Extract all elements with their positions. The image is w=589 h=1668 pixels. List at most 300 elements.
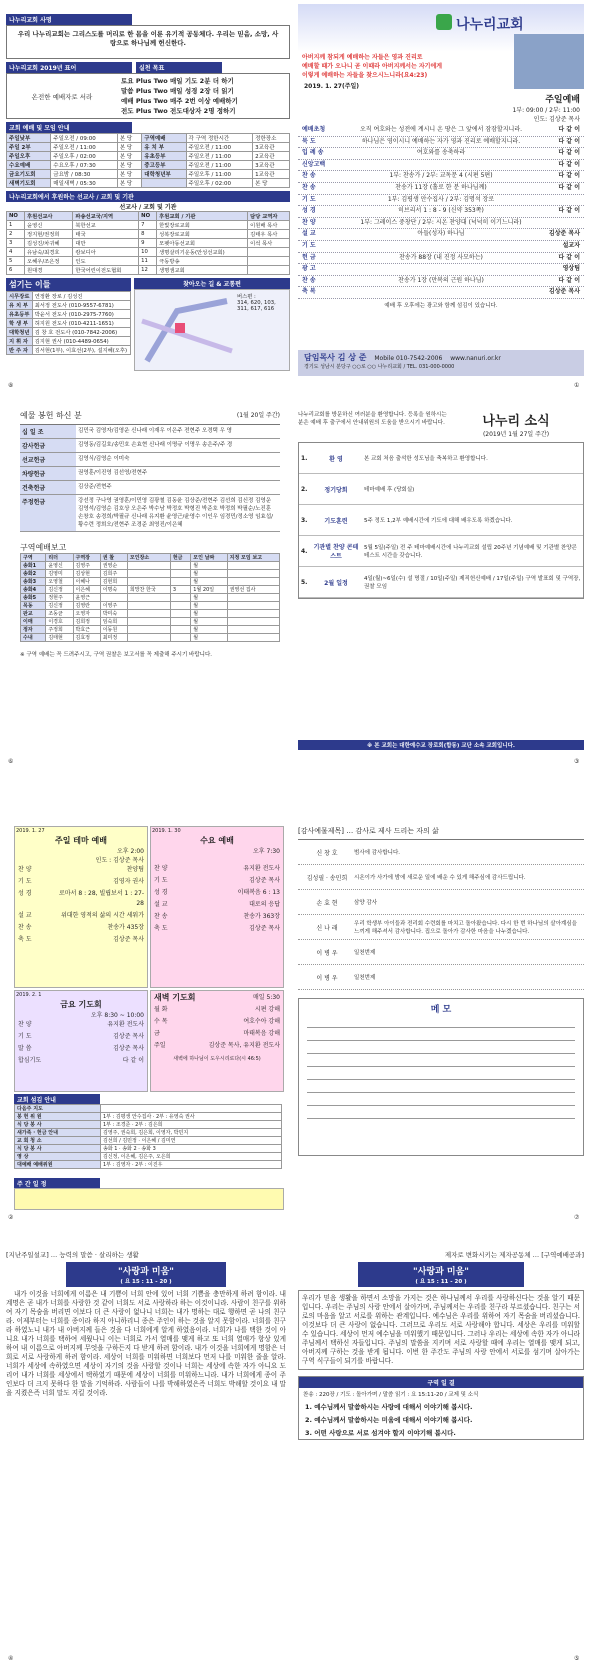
news-footer: ※ 본 교회는 대한예수교 장로회(합동) 교단 소속 교회입니다. — [298, 740, 584, 750]
order-item — [298, 183, 584, 195]
table-row — [7, 266, 290, 275]
news-number: 3. — [301, 516, 308, 524]
order-content: 아들(성자) 하나님 — [417, 230, 465, 238]
page-thanks — [298, 826, 584, 1206]
service-value: 김상준 목사 — [113, 1045, 144, 1052]
thanks-row — [298, 865, 584, 890]
thanks-name: 신 나 래 — [316, 924, 338, 932]
table-cell: 박효근 — [73, 626, 100, 634]
table-cell: 희망찬 한국 — [127, 586, 170, 594]
table-cell: 본 당 — [253, 179, 290, 188]
service-value: 김영자 권사 — [113, 878, 144, 885]
lesson-body — [298, 1290, 584, 1370]
table-cell: 김태현 — [46, 634, 73, 642]
bulletin-date: 2019. 1. 27(주일) — [304, 83, 360, 90]
thanks-text: 범사에 감사합니다. — [354, 850, 401, 856]
table-row — [7, 161, 290, 170]
table-header-cell: 리더 — [46, 554, 73, 562]
table-cell: 수내 — [21, 634, 46, 642]
service-label: 축 도 — [154, 925, 168, 932]
table-cell: 월 — [191, 594, 227, 602]
table-cell — [127, 618, 170, 626]
table-cell: 학 생 부 — [7, 319, 33, 328]
group-report-title: 구역예배보고 — [20, 543, 67, 552]
service-row — [151, 899, 283, 911]
table-cell — [127, 626, 170, 634]
table-cell: 수요예배 — [7, 161, 51, 170]
thanks-text: 일천번제 — [354, 975, 376, 981]
table-cell: 생명살리기운동(안성선교회) — [157, 248, 248, 257]
news-heading: 정기당회 — [324, 486, 348, 494]
table-cell — [248, 257, 290, 266]
order-content — [348, 288, 534, 297]
news-number: 4. — [301, 547, 308, 555]
table-cell — [170, 594, 190, 602]
table-cell: 주일오전 / 11:00 — [186, 152, 253, 161]
order-by: 다 같 이 — [558, 172, 580, 180]
order-label: 광 고 — [302, 265, 316, 273]
goal-item: 전도 Plus Two 전도대상자 2명 정하기 — [121, 107, 236, 115]
staff-table — [6, 291, 131, 355]
service-value: 유지환 전도사 — [243, 865, 280, 872]
order-label: 찬 송 — [302, 183, 316, 191]
thanks-name: 신 창 호 — [316, 849, 338, 857]
page-offering — [20, 410, 280, 760]
table-row — [21, 618, 280, 626]
table-cell: 11 — [139, 257, 157, 266]
qa-question: 2. 예수님께서 말씀하시는 미움에 대해서 이야기해 봅시다. — [305, 1416, 473, 1424]
table-cell: 김영미 — [46, 570, 73, 578]
page-number: ④ — [8, 1655, 14, 1662]
service-row — [15, 922, 147, 934]
table-cell: 윤영신 — [24, 221, 72, 230]
table-cell: 지 휘 자 — [7, 337, 33, 346]
service-label: 찬 양 — [18, 866, 32, 873]
table-cell: 3 — [170, 586, 190, 594]
order-by: 영상팀 — [562, 265, 580, 273]
order-label: 묵 도 — [302, 137, 316, 145]
table-cell: 박미숙 — [100, 610, 127, 618]
table-row — [21, 610, 280, 618]
goal-item: 예배 Plus Two 매주 2번 이상 예배하기 — [121, 97, 238, 105]
table-cell: 2교육관 — [253, 152, 290, 161]
service-row — [151, 875, 283, 887]
table-header-cell: 후원선교사 — [24, 212, 72, 221]
table-cell: 송화1 — [21, 562, 46, 570]
church-photo — [514, 34, 584, 89]
sunday-time: 오후 2:00 — [117, 848, 144, 855]
table-header-row — [7, 212, 290, 221]
table-row — [7, 230, 290, 239]
table-cell: 정지현/권정희 — [24, 230, 72, 239]
table-row — [7, 328, 131, 337]
table-cell: 9 — [139, 239, 157, 248]
order-item — [298, 125, 584, 137]
order-label: 기 도 — [302, 195, 316, 203]
thanks-table — [298, 839, 584, 990]
sunday-theme-card — [14, 826, 148, 988]
order-item — [298, 276, 584, 288]
church-name: 나누리교회 — [456, 17, 524, 33]
table-cell — [227, 562, 279, 570]
offering-label: 건축헌금 — [20, 481, 76, 494]
service-value: 위대한 영적의 삶의 시간 세워가 — [61, 912, 144, 919]
table-header-cell: 지정 모임 보고 — [227, 554, 279, 562]
table-cell: 송화3 — [21, 578, 46, 586]
table-cell: 허지원 전도사 (010-4211-1651) — [32, 319, 130, 328]
offering-names: 강선정 구나영 권영훈/이민영 김광철 김동윤 김상준/전현주 김선희 김신정 김영운 김영석/김영순 김호상 오은주 박수남 박정호 박형진 박준호 박정희 박필순/노진훈 손창호 송경희/박필규 신나래 유지환 윤영근/윤영수 이인우 임경민/정소영 임효섭/황수련 정희오/전현주 조경준 최영진/이은혜 — [78, 498, 273, 528]
service-label: 기 도 — [154, 877, 168, 884]
table-cell — [127, 602, 170, 610]
service-value: 시편 강해 — [254, 1006, 280, 1013]
church-address: 경기도 성남시 분당구 ○○로 ○○ 나누리교회 / TEL. 031-000-0000 — [304, 364, 455, 370]
table-cell: 반 주 자 — [7, 346, 33, 355]
fri-date: 2019. 2. 1 — [16, 992, 42, 998]
table-cell — [227, 578, 279, 586]
table-cell: 다음주 지도 — [15, 1105, 101, 1113]
table-cell: 4 — [7, 248, 25, 257]
table-cell — [170, 578, 190, 586]
table-cell: 대예배 예배위원 — [15, 1161, 101, 1169]
table-cell: 송화2 — [21, 570, 46, 578]
thanks-row — [298, 890, 584, 915]
service-row — [15, 910, 147, 922]
lesson-text: 우리가 믿음 생활을 하면서 소망을 가지는 것은 하나님께서 우리를 사랑하신다는 것을 알기 때문입니다. 우리는 주님의 사랑 안에서 살아가며, 주님께서는 우리를 친구라 부르셨습니다. 친구는 서로의 마음을 알고 서로를 위하는 관계입니다. 예수님은 우리를 위하여 자기 목숨을 버리셨습니다. 이것보다 더 큰 사랑이 없습니다. 그러므로 우리도 서로 사랑해야 합니다. 세상은 우리를 미워할 수 있습니다. 세상이 먼저 예수님을 미워했기 때문입니다. 그러나 우리는 세상에 속한 자가 아니라 주님께서 택하신 자들입니다. 주님의 말씀을 지키며 서로 사랑할 때에 우리는 열매를 맺게 되고, 아버지께 구하는 것을 받게 됩니다. 이번 한 주간도 주님의 사랑 안에서 서로를 섬기며 살아가는 구역 식구들이 되기를 바랍니다. — [302, 1294, 580, 1365]
table-cell: 주일낮부 — [7, 134, 51, 143]
thanks-name: 이 병 우 — [316, 949, 338, 957]
table-cell: 금요밤 / 08:30 — [51, 170, 118, 179]
table-row — [7, 310, 131, 319]
table-cell: 김성진/차귀혜 — [24, 239, 72, 248]
table-header-row — [21, 554, 280, 562]
service-value: 마태복음 강해 — [243, 1030, 280, 1037]
service-label: 성 경 — [154, 889, 168, 896]
news-body: 4일(월)~6일(수) 설 명절 / 10일(주일) 제직헌신예배 / 17일(주일) 구역 발표회 및 구역장, 권찰 모임 — [364, 576, 581, 590]
table-row — [21, 602, 280, 610]
order-label: 헌 금 — [302, 253, 316, 261]
service-label: 말 씀 — [18, 1045, 32, 1052]
news-title: 나누리 소식 — [482, 414, 550, 429]
service-row — [151, 863, 283, 875]
offering-names: 김민국 김영자/김영운 신나래 이재우 이은주 전현주 오경택 우 영 — [78, 428, 232, 434]
table-cell: 본 당 — [117, 152, 141, 161]
service-label: 월 화 — [154, 1006, 168, 1013]
table-cell: 주일오후 / 02:00 — [186, 179, 253, 188]
table-row — [15, 1121, 282, 1129]
offering-names: 김상준/전현주 — [78, 484, 112, 490]
table-cell: 최서정 전도사 (010-9557-6781) — [32, 301, 130, 310]
page-mission — [6, 14, 290, 379]
dawn-card — [150, 990, 284, 1092]
order-item — [298, 218, 584, 230]
table-row — [15, 1145, 282, 1153]
offering-row — [20, 439, 280, 453]
order-by: 다 같 이 — [558, 149, 580, 157]
order-item — [298, 195, 584, 207]
table-cell — [227, 626, 279, 634]
order-label: 성 경 — [302, 207, 316, 215]
order-item — [298, 206, 584, 218]
friday-card — [14, 990, 148, 1092]
serve-table — [14, 1104, 282, 1169]
table-row — [7, 301, 131, 310]
news-number: 2. — [301, 485, 308, 493]
table-header-cell: 헌금 — [170, 554, 190, 562]
table-cell: 8 — [139, 230, 157, 239]
worship-title: 교회 예배 및 모임 안내 — [6, 122, 132, 133]
table-cell: 김현희 — [100, 578, 127, 586]
service-value: 다 같 이 — [122, 1057, 144, 1064]
offering-title: 예물 봉헌 하신 분 — [20, 411, 82, 420]
page-sermon — [6, 1250, 286, 1650]
news-intro: 나누리교회를 방문하신 여러분을 환영합니다. 등록을 원하시는 분은 예배 후 출구에서 안내위원의 도움을 받으시기 바랍니다. — [298, 412, 447, 426]
service-value: 김상준 목사 — [249, 925, 280, 932]
wed-date: 2019. 1. 30 — [152, 828, 181, 834]
table-cell: 북한선교 — [73, 221, 139, 230]
order-content: 1부: 찬송가 / 2부: 교독문 4 (시편 5편) — [389, 172, 493, 180]
table-cell: 송화5 — [21, 594, 46, 602]
table-row — [7, 143, 290, 152]
service-label: 수 목 — [154, 1018, 168, 1025]
table-header-cell: 파송선교국/지역 — [73, 212, 139, 221]
table-row — [7, 179, 290, 188]
offering-row — [20, 481, 280, 495]
table-cell — [100, 594, 127, 602]
service-label: 찬 송 — [154, 913, 168, 920]
order-by: 다 같 이 — [558, 253, 580, 261]
service-label: 찬 송 — [18, 924, 32, 931]
offering-label: 차량헌금 — [20, 467, 76, 480]
qa-question: 3. 어떤 사랑으로 서로 섬겨야 할지 이야기해 봅시다. — [305, 1429, 456, 1437]
table-cell: 주일 2부 — [7, 143, 51, 152]
service-row — [15, 1043, 147, 1055]
table-row — [7, 319, 131, 328]
table-row — [21, 570, 280, 578]
fri-time: 오후 8:30 ~ 10:00 — [90, 1012, 144, 1019]
table-cell: 유 치 부 — [7, 301, 33, 310]
table-cell: 윤영신 — [46, 562, 73, 570]
table-cell — [127, 594, 170, 602]
table-cell — [170, 602, 190, 610]
wed-time: 오후 7:30 — [253, 848, 280, 855]
order-label: 입 례 송 — [302, 149, 324, 157]
news-number: 1. — [301, 454, 308, 462]
page-lesson — [298, 1250, 584, 1650]
page-number: ③ — [574, 758, 580, 765]
lesson-title-box — [358, 1262, 524, 1287]
news-heading: 기도훈련 — [324, 517, 348, 525]
sunday-title: 주일 테마 예배 — [55, 836, 107, 845]
table-cell: 김신정 — [46, 586, 73, 594]
table-cell — [127, 578, 170, 586]
table-header-cell: 모인장소 — [127, 554, 170, 562]
table-cell: 월 — [191, 562, 227, 570]
missions-subtitle: 선교사 / 교회 및 기관 — [119, 204, 177, 211]
table-cell: 매일새벽 / 05:30 — [51, 179, 118, 188]
table-row — [7, 337, 131, 346]
table-cell: 김지현 권사 (010-4489-0654) — [32, 337, 130, 346]
lesson-qa — [298, 1376, 584, 1440]
table-row — [21, 562, 280, 570]
table-header-cell: NO — [139, 212, 157, 221]
service-leader: 인도: 김상준 목사 — [533, 116, 580, 123]
order-label: 신앙고백 — [302, 160, 326, 168]
service-value: 대로의 응답 — [249, 901, 280, 908]
offering-names: 권영훈/이진영 김선영/전현주 — [78, 470, 148, 476]
order-content — [348, 265, 534, 274]
service-value: 김상준 목사 — [113, 1033, 144, 1040]
service-time: 1부: 09:00 / 2부: 11:00 — [512, 107, 580, 114]
church-website[interactable]: www.nanuri.or.kr — [450, 355, 501, 362]
table-cell: 오영철 — [46, 578, 73, 586]
table-cell — [127, 570, 170, 578]
table-cell: 송화4 — [21, 586, 46, 594]
thanks-name: 이 병 우 — [316, 974, 338, 982]
service-label: 성 경 — [18, 890, 32, 897]
table-cell: 김효정 — [73, 634, 100, 642]
table-header-cell: NO — [7, 212, 25, 221]
order-content: 히브리서 1 : 8 - 9 (신약 353쪽) — [398, 207, 484, 215]
table-cell: 금요기도회 — [7, 170, 51, 179]
table-cell: 오혜우/조은정 — [24, 257, 72, 266]
goal-left: 온전한 예배자로 서라 — [31, 92, 93, 101]
sermon-header: [지난주일설교] … 능력의 말씀 · 살리하는 생활 — [6, 1251, 139, 1259]
thanks-text: 일천번제 — [354, 950, 376, 956]
table-cell: 1부 : 김영자 · 2부 : 이진우 — [101, 1161, 282, 1169]
table-cell: 6 — [7, 266, 25, 275]
service-row — [151, 911, 283, 923]
table-cell: 대학청년부 — [142, 170, 186, 179]
service-value: 여호수아 강해 — [243, 1018, 280, 1025]
table-cell — [170, 570, 190, 578]
page-number: ⑤ — [574, 1655, 580, 1662]
page-number: ① — [574, 382, 580, 389]
table-cell: 주일오후 / 11:00 — [186, 170, 253, 179]
table-cell: 월 — [191, 570, 227, 578]
table-row — [7, 239, 290, 248]
table-cell: 월 — [191, 634, 227, 642]
service-row — [15, 1019, 147, 1031]
offering-row — [20, 495, 280, 532]
table-cell — [127, 610, 170, 618]
order-content: 찬송가 88장 (내 진정 사모하는) — [399, 253, 483, 261]
table-cell: 7 — [139, 221, 157, 230]
table-cell: 월 — [191, 602, 227, 610]
table-cell: 김희정 — [73, 618, 100, 626]
table-cell: 3교육관 — [253, 143, 290, 152]
table-cell: 12 — [139, 266, 157, 275]
table-cell: 대학청년 — [7, 328, 33, 337]
offering-label: 십 일 조 — [20, 425, 76, 438]
order-of-worship — [298, 125, 584, 299]
dawn-time: 매일 5:30 — [253, 994, 280, 1001]
offering-table — [20, 424, 280, 532]
table-cell: 월 — [191, 578, 227, 586]
table-cell: 주일오전 / 11:00 — [186, 161, 253, 170]
order-by: 설교자 — [562, 241, 580, 249]
table-cell: 월 — [191, 626, 227, 634]
table-cell: 대만 — [73, 239, 139, 248]
thanks-row — [298, 840, 584, 865]
table-cell: 판교 — [21, 610, 46, 618]
order-by: 다 같 이 — [558, 207, 580, 215]
order-item — [298, 229, 584, 241]
table-row — [7, 346, 131, 355]
table-row — [7, 292, 131, 301]
news-body: 5주 정도 1,2부 예배시간에 기도에 대해 배우도록 하겠습니다. — [364, 518, 513, 524]
sermon-title-box — [66, 1262, 226, 1287]
service-label: 금 — [154, 1030, 160, 1037]
table-cell — [127, 562, 170, 570]
service-value: 김상준 목사 — [113, 936, 144, 943]
table-cell: 김신정 — [46, 602, 73, 610]
church-marker — [175, 323, 185, 333]
order-content: 하나님은 영이시니 예배하는 자가 영과 진리로 예배할지니라. — [361, 137, 521, 145]
pastor-line: 담임목사 김 상 준 — [304, 353, 367, 362]
table-cell: 본 당 — [117, 170, 141, 179]
table-cell — [170, 562, 190, 570]
order-content — [348, 242, 534, 251]
table-cell: 본 당 — [117, 134, 141, 143]
service-row — [151, 923, 283, 935]
news-body: 5월 5일(주일) 전 주 테마예배시간에 나누리교회 설립 20주년 기념예배 및 기관별 찬양콘테스트 시간을 갖습니다. — [364, 545, 577, 559]
table-cell — [170, 610, 190, 618]
table-row — [7, 257, 290, 266]
lesson-title: "사랑과 미움" — [413, 1267, 469, 1277]
table-cell: 생명샘교회 — [157, 266, 248, 275]
order-item — [298, 264, 584, 276]
table-cell — [142, 179, 186, 188]
order-label: 설 교 — [302, 230, 316, 238]
order-label: 찬 송 — [302, 172, 316, 180]
table-cell: 주정희 — [46, 626, 73, 634]
table-cell: 김영란 — [73, 602, 100, 610]
table-cell: 캄보디아 — [73, 248, 139, 257]
table-cell: 이매 — [21, 618, 46, 626]
table-cell: 중고등부 — [142, 161, 186, 170]
table-cell: 극동방송 — [157, 257, 248, 266]
table-cell: 구역예배 — [142, 134, 186, 143]
thanks-name: 손 효 현 — [316, 899, 338, 907]
table-row — [21, 586, 280, 594]
missions-table — [6, 211, 290, 275]
table-cell: 식 당 봉 사 — [15, 1121, 101, 1129]
table-cell: 수요오후 / 07:30 — [51, 161, 118, 170]
table-cell: 연정환 장로 / 김성진 — [32, 292, 130, 301]
table-cell: 한빛장로교회 — [157, 221, 248, 230]
thanks-text: 삼양 감사 — [354, 900, 378, 906]
table-cell: 식 당 봉 사 — [15, 1145, 101, 1153]
table-cell: 1월 20일 — [191, 586, 227, 594]
map-title: 찾아오는 길 & 교통편 — [134, 278, 290, 289]
order-by — [534, 219, 580, 228]
table-cell — [227, 610, 279, 618]
service-label: 합심기도 — [18, 1057, 42, 1064]
table-cell: 김신정, 이은혜, 김은주, 오은희 — [101, 1153, 282, 1161]
order-label: 찬 양 — [302, 218, 316, 226]
worship-table — [6, 133, 290, 188]
order-content: 1부: 김평생 안수집사 / 2부: 김명석 장로 — [387, 195, 495, 203]
table-cell: 2 — [7, 230, 25, 239]
offering-row — [20, 467, 280, 481]
table-header-cell: 권 찰 — [100, 554, 127, 562]
table-cell: 이경호 — [46, 618, 73, 626]
service-value: 이태복음 6 : 13 — [237, 889, 280, 896]
bus-label: 버스편 : — [237, 294, 256, 300]
order-by: 다 같 이 — [558, 126, 580, 133]
table-header-cell: 구역장 — [73, 554, 100, 562]
thanks-name: 김성필 · 송민희 — [306, 874, 348, 882]
